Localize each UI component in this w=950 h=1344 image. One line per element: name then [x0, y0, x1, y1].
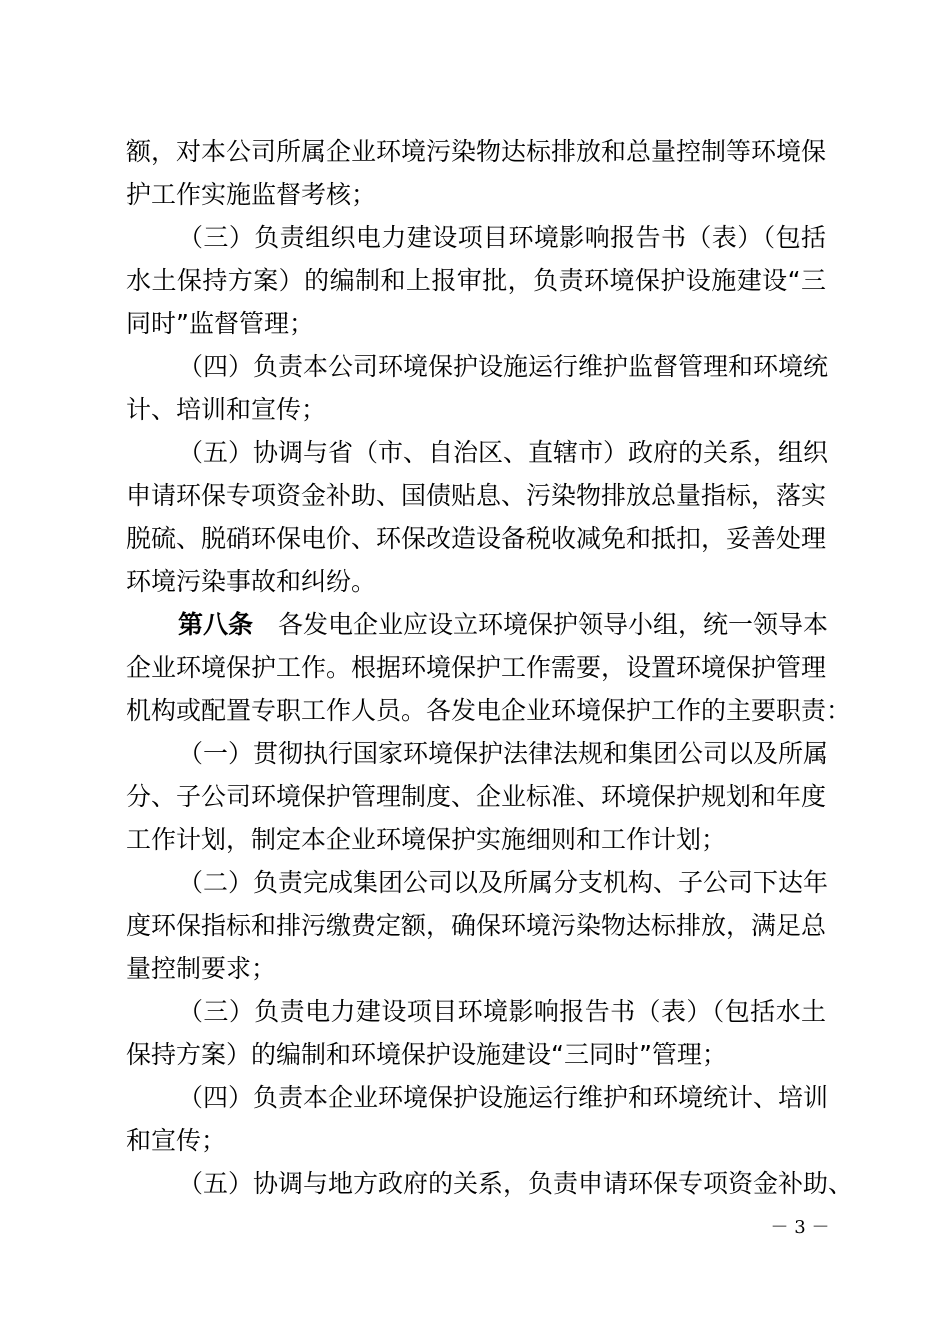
text-line: 保持方案）的编制和环境保护设施建设“三同时”管理； — [126, 1040, 727, 1069]
text-line: （四）负责本企业环境保护设施运行维护和环境统计、培训 — [178, 1083, 829, 1112]
text-line: 水土保持方案）的编制和上报审批，负责环境保护设施建设“三 — [126, 266, 826, 295]
text-line: （三）负责电力建设项目环境影响报告书（表）（包括水土 — [178, 997, 826, 1026]
text-line: 机构或配置专职工作人员。各发电企业环境保护工作的主要职责： — [126, 696, 852, 725]
page-number: － 3 － — [770, 1217, 830, 1238]
text-line: 同时”监督管理； — [126, 309, 314, 338]
text-line: 申请环保专项资金补助、国债贴息、污染物排放总量指标，落实 — [126, 481, 827, 510]
text-line: 企业环境保护工作。根据环境保护工作需要，设置环境保护管理 — [126, 653, 827, 682]
text-line: （五）协调与地方政府的关系，负责申请环保专项资金补助、 — [178, 1169, 854, 1198]
article-line — [178, 608, 829, 642]
article-text: 各发电企业应设立环境保护领导小组，统一领导本 — [278, 610, 829, 639]
text-line: 脱硫、脱硝环保电价、环保改造设备税收减免和抵扣，妥善处理 — [126, 524, 827, 553]
text-line: 工作计划，制定本企业环境保护实施细则和工作计划； — [126, 825, 727, 854]
text-line: （一）贯彻执行国家环境保护法律法规和集团公司以及所属 — [178, 739, 829, 768]
article-heading: 第八条 — [178, 610, 254, 639]
text-line: 量控制要求； — [126, 954, 277, 983]
text-line: 护工作实施监督考核； — [126, 180, 377, 209]
text-line: 计、培训和宣传； — [126, 395, 327, 424]
text-line: 分、子公司环境保护管理制度、企业标准、环境保护规划和年度 — [126, 782, 827, 811]
text-line: 和宣传； — [126, 1126, 227, 1155]
text-line: （三）负责组织电力建设项目环境影响报告书（表）（包括 — [178, 223, 826, 252]
text-line: 环境污染事故和纠纷。 — [126, 567, 377, 596]
text-line: （五）协调与省（市、自治区、直辖市）政府的关系，组织 — [178, 438, 829, 467]
text-line: 度环保指标和排污缴费定额，确保环境污染物达标排放，满足总 — [126, 911, 827, 940]
text-line: 额，对本公司所属企业环境污染物达标排放和总量控制等环境保 — [126, 137, 827, 166]
text-line: （四）负责本公司环境保护设施运行维护监督管理和环境统 — [178, 352, 829, 381]
text-line: （二）负责完成集团公司以及所属分支机构、子公司下达年 — [178, 868, 829, 897]
